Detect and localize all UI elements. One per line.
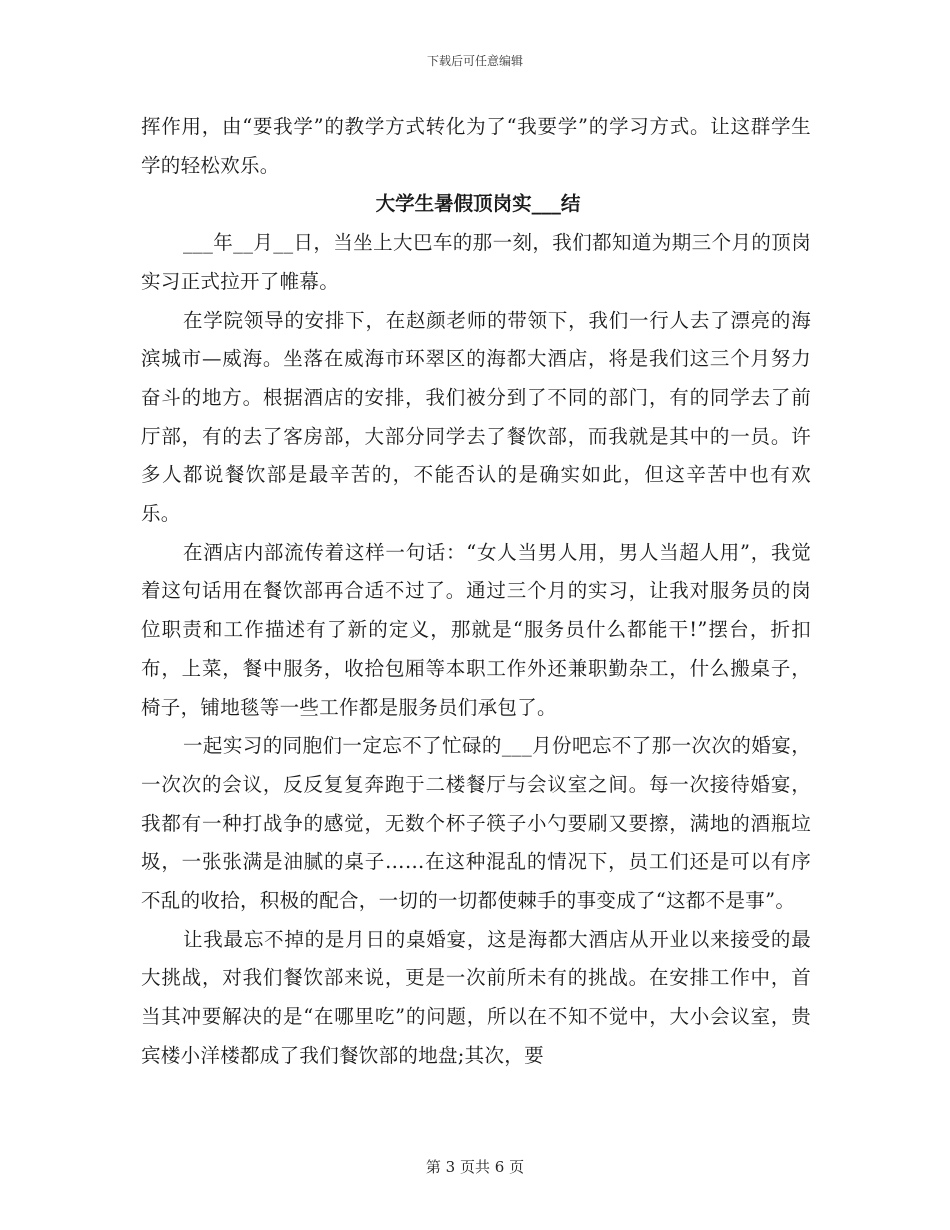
paragraph-3: 在酒店内部流传着这样一句话：“女人当男人用，男人当超人用”，我觉着这句话用在餐饮部再合适不过了。通过三个月的实习，让我对服务员的岗位职责和工作描述有了新的定义，那就是“服务员什么都能干!”摆台，折扣布，上菜，餐中服务，收拾包厢等本职工作外还兼职勤杂工，什么搬桌子，椅子，铺地毯等一些工作都是服务员们承包了。 bbox=[141, 540, 811, 719]
intro-paragraph: 挥作用，由“要我学”的教学方式转化为了“我要学”的学习方式。让这群学生学的轻松欢乐。 bbox=[141, 115, 811, 177]
paragraph-5: 让我最忘不掉的是月日的桌婚宴，这是海都大酒店从开业以来接受的最大挑战，对我们餐饮部来说，更是一次前所未有的挑战。在安排工作中，首当其冲要解决的是“在哪里吃”的问题，所以在不知不觉中，大小会议室，贵宾楼小洋楼都成了我们餐饮部的地盘;其次，要 bbox=[141, 927, 811, 1067]
paragraph-1: ___年__月__日，当坐上大巴车的那一刻，我们都知道为期三个月的顶岗实习正式拉开了帷幕。 bbox=[141, 231, 811, 293]
section-title: 大学生暑假顶岗实___结 bbox=[375, 192, 581, 216]
document-body bbox=[141, 108, 811, 1076]
paragraph-2: 在学院领导的安排下，在赵颜老师的带领下，我们一行人去了漂亮的海滨城市—威海。坐落在威海市环翠区的海都大酒店，将是我们这三个月努力奋斗的地方。根据酒店的安排，我们被分到了不同的部门，有的同学去了前厅部，有的去了客房部，大部分同学去了餐饮部，而我就是其中的一员。许多人都说餐饮部是最辛苦的，不能否认的是确实如此，但这辛苦中也有欢乐。 bbox=[141, 308, 811, 526]
paragraph-4: 一起实习的同胞们一定忘不了忙碌的___月份吧忘不了那一次次的婚宴，一次次的会议，反反复复奔跑于二楼餐厅与会议室之间。每一次接待婚宴，我都有一种打战争的感觉，无数个杯子筷子小勺要刷又要擦，满地的酒瓶垃圾，一张张满是油腻的桌子……在这种混乱的情况下，员工们还是可以有序不乱的收拾，积极的配合，一切的一切都使棘手的事变成了“这都不是事”。 bbox=[141, 734, 811, 913]
page-header: 下载后可任意编辑 bbox=[426, 54, 523, 68]
page-footer: 第 3 页共 6 页 bbox=[425, 1158, 525, 1176]
